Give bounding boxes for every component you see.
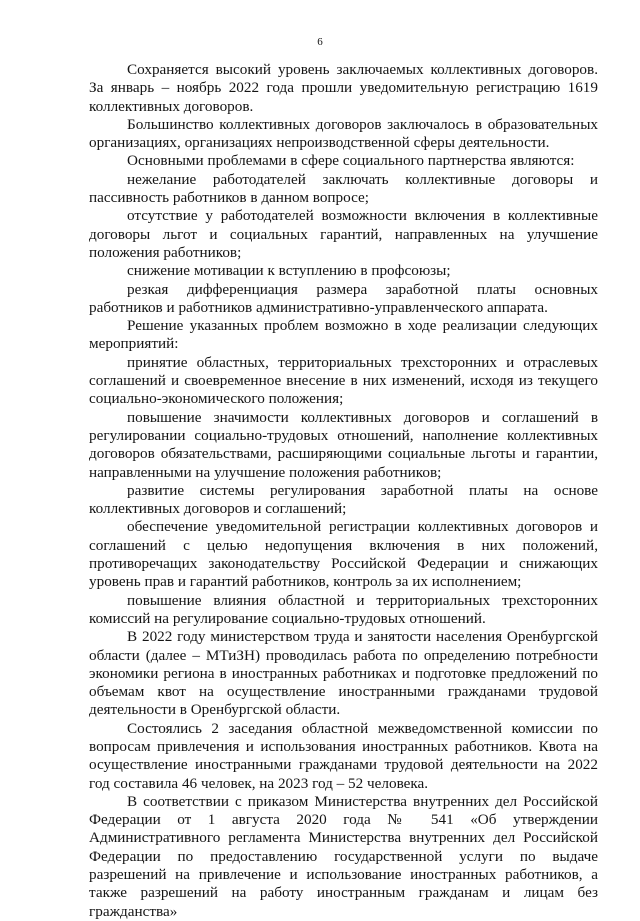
paragraph-majority-agreements: Большинство коллективных договоров заключалось в образовательных организациях, организациях непроизводственной сферы деятельности. [89, 115, 598, 152]
page-number: 6 [317, 36, 323, 48]
paragraph-mvd-order: В соответствии с приказом Министерства внутренних дел Российской Федерации от 1 августа 2020 года № 541 «Об утверждении Административного регламента Министерства внутренних дел Российской Федерации по предоставлению государственной услуги по выдаче разрешений на привлечение и использование иностранных работников, а также разрешений на работу иностранным гражданам и лицам без гражданства» [89, 792, 598, 920]
list-item-commissions: повышение влияния областной и территориальных трехсторонних комиссий на регулирование социально-трудовых отношений. [89, 591, 598, 627]
paragraph-foreign-workers-demand: В 2022 году министерством труда и занятости населения Оренбургской области (далее – МТиЗН) проводилась работа по определению потребности экономики региона в иностранных работниках и подготовке предложений по объемам квот на осуществление иностранными гражданами трудовой деятельности в Оренбургской области. [89, 628, 598, 719]
paragraph-main-problems: Основными проблемами в сфере социального партнерства являются: [127, 152, 575, 170]
list-item-wage-differentiation: резкая дифференциация размера заработной платы основных работников и работников административно-управленческого аппарата. [89, 280, 598, 316]
paragraph-collective-agreements: Сохраняется высокий уровень заключаемых коллективных договоров. За январь – ноябрь 2022 года прошли уведомительную регистрацию 1619 коллективных договоров. [89, 61, 598, 115]
paragraph-solution-measures: Решение указанных проблем возможно в ходе реализации следующих мероприятий: [89, 317, 598, 353]
document-body [89, 61, 598, 921]
list-item-registration: обеспечение уведомительной регистрации коллективных договоров и соглашений с целью недопущения включения в них положений, противоречащих законодательству Российской Федерации и снижающих уровень прав и гарантий работников, контроль за их исполнением; [89, 518, 598, 591]
list-item-agreements-significance: повышение значимости коллективных договоров и соглашений в регулировании социально-трудовых отношений, наполнение коллективных договоров обязательствами, расширяющими социальные льготы и гарантии, направленными на улучшение положения работников; [89, 408, 598, 481]
list-item-union-motivation: снижение мотивации к вступлению в профсоюзы; [127, 262, 451, 280]
list-item-agreements-adoption: принятие областных, территориальных трехсторонних и отраслевых соглашений и своевременное внесение в них изменений, исходя из текущего социально-экономического положения; [89, 353, 598, 408]
paragraph-commission-meetings: Состоялись 2 заседания областной межведомственной комиссии по вопросам привлечения и использования иностранных работников. Квота на осуществление иностранными гражданами трудовой деятельности на 2022 год составила 46 человек, на 2023 год – 52 человека. [89, 719, 598, 792]
list-item-employer-reluctance: нежелание работодателей заключать коллективные договоры и пассивность работников в данном вопросе; [89, 170, 598, 207]
list-item-wage-regulation: развитие системы регулирования заработной платы на основе коллективных договоров и соглашений; [89, 481, 598, 518]
list-item-no-benefits: отсутствие у работодателей возможности включения в коллективные договоры льгот и социальных гарантий, направленных на улучшение положения работников; [89, 207, 598, 261]
